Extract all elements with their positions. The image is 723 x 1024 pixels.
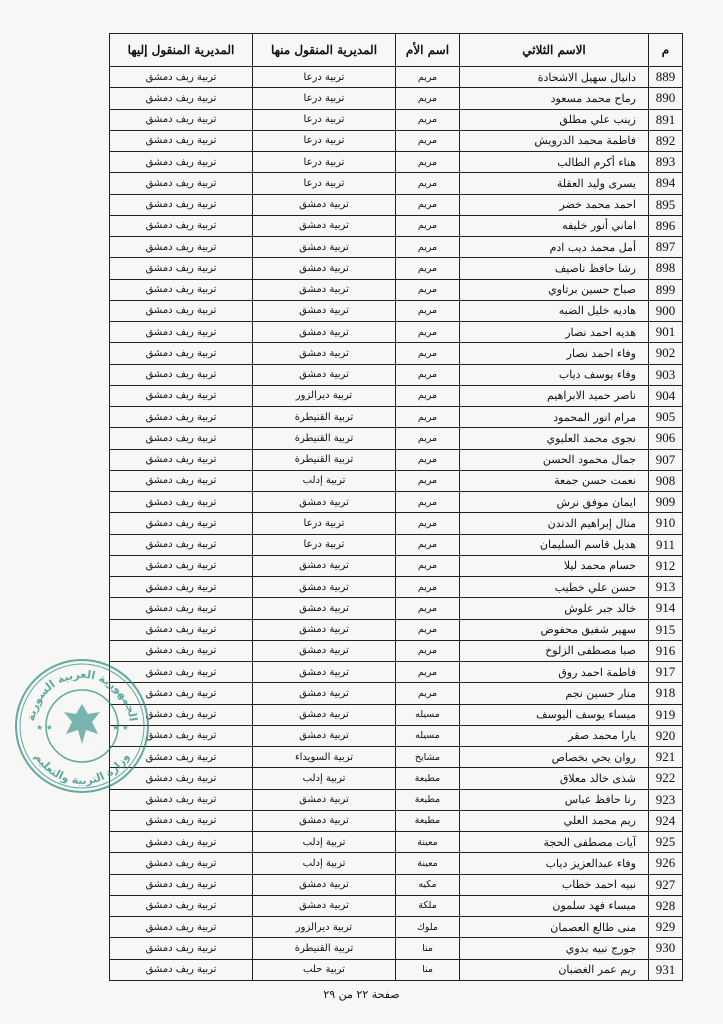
row-to-directorate: تربية ريف دمشق — [110, 662, 253, 683]
row-mother-name: مريم — [396, 577, 460, 598]
row-mother-name: مريم — [396, 130, 460, 151]
table-row — [110, 449, 683, 470]
row-number: 931 — [649, 959, 683, 980]
row-mother-name: مريم — [396, 619, 460, 640]
row-to-directorate: تربية ريف دمشق — [110, 683, 253, 704]
row-to-directorate: تربية ريف دمشق — [110, 194, 253, 215]
transfer-table — [109, 33, 683, 981]
row-number: 914 — [649, 598, 683, 619]
row-to-directorate: تربية ريف دمشق — [110, 534, 253, 555]
row-from-directorate: تربية دمشق — [253, 619, 396, 640]
row-to-directorate: تربية ريف دمشق — [110, 130, 253, 151]
row-number: 906 — [649, 428, 683, 449]
header-mother-name: اسم الأم — [396, 34, 460, 67]
table-row — [110, 534, 683, 555]
row-from-directorate: تربية دمشق — [253, 555, 396, 576]
row-from-directorate: تربية دمشق — [253, 215, 396, 236]
row-to-directorate: تربية ريف دمشق — [110, 598, 253, 619]
row-number: 904 — [649, 385, 683, 406]
table-row — [110, 853, 683, 874]
row-number: 923 — [649, 789, 683, 810]
table-row — [110, 874, 683, 895]
row-full-name: وفاء احمد نصار — [460, 343, 649, 364]
row-to-directorate: تربية ريف دمشق — [110, 407, 253, 428]
row-mother-name: مسيله — [396, 725, 460, 746]
row-mother-name: مريم — [396, 258, 460, 279]
row-full-name: منى طالع العصمان — [460, 917, 649, 938]
row-to-directorate: تربية ريف دمشق — [110, 428, 253, 449]
row-to-directorate: تربية ريف دمشق — [110, 237, 253, 258]
row-full-name: رنا حافظ عباس — [460, 789, 649, 810]
table-row — [110, 492, 683, 513]
row-from-directorate: تربية إدلب — [253, 853, 396, 874]
table-row — [110, 258, 683, 279]
row-number: 919 — [649, 704, 683, 725]
row-mother-name: مريم — [396, 173, 460, 194]
row-from-directorate: تربية دمشق — [253, 598, 396, 619]
row-full-name: ميساء فهد سلمون — [460, 895, 649, 916]
row-full-name: يسرى وليد العقلة — [460, 173, 649, 194]
row-from-directorate: تربية دمشق — [253, 492, 396, 513]
row-mother-name: مريم — [396, 343, 460, 364]
row-full-name: نعمت حسن جمعة — [460, 470, 649, 491]
row-from-directorate: تربية درعا — [253, 67, 396, 88]
table-row — [110, 619, 683, 640]
row-number: 920 — [649, 725, 683, 746]
row-full-name: اماني أنور خليفه — [460, 215, 649, 236]
row-number: 902 — [649, 343, 683, 364]
row-mother-name: مريم — [396, 640, 460, 661]
table-row — [110, 768, 683, 789]
row-number: 921 — [649, 747, 683, 768]
row-to-directorate: تربية ريف دمشق — [110, 322, 253, 343]
table-row — [110, 322, 683, 343]
row-number: 913 — [649, 577, 683, 598]
row-full-name: ايمان موفق نرش — [460, 492, 649, 513]
row-to-directorate: تربية ريف دمشق — [110, 258, 253, 279]
row-from-directorate: تربية حلب — [253, 959, 396, 980]
table-row — [110, 832, 683, 853]
ministry-seal-icon — [12, 656, 152, 796]
row-full-name: صباح حسين برتاوي — [460, 279, 649, 300]
row-from-directorate: تربية دمشق — [253, 683, 396, 704]
row-from-directorate: تربية دمشق — [253, 640, 396, 661]
row-to-directorate: تربية ريف دمشق — [110, 152, 253, 173]
row-number: 926 — [649, 853, 683, 874]
row-from-directorate: تربية دمشق — [253, 725, 396, 746]
row-mother-name: مريم — [396, 683, 460, 704]
row-from-directorate: تربية دمشق — [253, 810, 396, 831]
table-row — [110, 938, 683, 959]
table-row — [110, 215, 683, 236]
row-number: 924 — [649, 810, 683, 831]
header-number: م — [649, 34, 683, 67]
row-full-name: هديل قاسم السليمان — [460, 534, 649, 555]
row-full-name: سهير شفيق محفوض — [460, 619, 649, 640]
row-number: 917 — [649, 662, 683, 683]
row-full-name: جمال محمود الحسن — [460, 449, 649, 470]
row-number: 890 — [649, 88, 683, 109]
row-to-directorate: تربية ريف دمشق — [110, 470, 253, 491]
row-full-name: احمد محمد خضر — [460, 194, 649, 215]
row-from-directorate: تربية درعا — [253, 173, 396, 194]
row-mother-name: مريم — [396, 449, 460, 470]
row-to-directorate: تربية ريف دمشق — [110, 577, 253, 598]
row-mother-name: مريم — [396, 407, 460, 428]
table-row — [110, 470, 683, 491]
row-mother-name: مريم — [396, 534, 460, 555]
row-number: 915 — [649, 619, 683, 640]
row-to-directorate: تربية ريف دمشق — [110, 215, 253, 236]
row-full-name: نجوى محمد العليوي — [460, 428, 649, 449]
table-row — [110, 640, 683, 661]
row-to-directorate: تربية ريف دمشق — [110, 810, 253, 831]
row-to-directorate: تربية ريف دمشق — [110, 917, 253, 938]
row-number: 927 — [649, 874, 683, 895]
row-full-name: وفاء عبدالعزيز دياب — [460, 853, 649, 874]
row-mother-name: مريم — [396, 555, 460, 576]
row-full-name: يارا محمد صقر — [460, 725, 649, 746]
row-to-directorate: تربية ريف دمشق — [110, 555, 253, 576]
table-row — [110, 300, 683, 321]
row-mother-name: مريم — [396, 279, 460, 300]
row-from-directorate: تربية القنيطرة — [253, 407, 396, 428]
row-from-directorate: تربية دمشق — [253, 343, 396, 364]
row-full-name: حسام محمد ليلا — [460, 555, 649, 576]
row-full-name: ميساء يوسف اليوسف — [460, 704, 649, 725]
row-full-name: آيات مصطفى الحجة — [460, 832, 649, 853]
row-to-directorate: تربية ريف دمشق — [110, 959, 253, 980]
row-mother-name: مريم — [396, 598, 460, 619]
row-number: 899 — [649, 279, 683, 300]
row-mother-name: مطيعة — [396, 768, 460, 789]
row-mother-name: مريم — [396, 300, 460, 321]
row-to-directorate: تربية ريف دمشق — [110, 895, 253, 916]
row-from-directorate: تربية القنيطرة — [253, 449, 396, 470]
row-mother-name: منا — [396, 938, 460, 959]
table-row — [110, 662, 683, 683]
table-body — [110, 67, 683, 981]
row-number: 928 — [649, 895, 683, 916]
row-number: 907 — [649, 449, 683, 470]
row-full-name: ريم عمر الغضبان — [460, 959, 649, 980]
row-to-directorate: تربية ريف دمشق — [110, 853, 253, 874]
row-number: 925 — [649, 832, 683, 853]
row-from-directorate: تربية إدلب — [253, 768, 396, 789]
row-to-directorate: تربية ريف دمشق — [110, 343, 253, 364]
row-full-name: حسن علي خطيب — [460, 577, 649, 598]
table-row — [110, 725, 683, 746]
table-row — [110, 173, 683, 194]
table-row — [110, 194, 683, 215]
table-row — [110, 364, 683, 385]
row-to-directorate: تربية ريف دمشق — [110, 300, 253, 321]
row-to-directorate: تربية ريف دمشق — [110, 449, 253, 470]
table-row — [110, 747, 683, 768]
row-mother-name: معينة — [396, 832, 460, 853]
row-full-name: فاطمة محمد الدرويش — [460, 130, 649, 151]
row-number: 892 — [649, 130, 683, 151]
table-row — [110, 513, 683, 534]
table-row — [110, 917, 683, 938]
row-from-directorate: تربية درعا — [253, 513, 396, 534]
svg-text:★ ★: ★ ★ — [36, 723, 53, 732]
row-mother-name: منا — [396, 959, 460, 980]
row-from-directorate: تربية ديرالزور — [253, 385, 396, 406]
row-from-directorate: تربية دمشق — [253, 194, 396, 215]
row-mother-name: مريم — [396, 109, 460, 130]
row-mother-name: مريم — [396, 470, 460, 491]
row-full-name: شذى خالد معلاق — [460, 768, 649, 789]
table-row — [110, 67, 683, 88]
row-from-directorate: تربية السويداء — [253, 747, 396, 768]
row-from-directorate: تربية درعا — [253, 88, 396, 109]
row-full-name: منار حسين نجم — [460, 683, 649, 704]
row-to-directorate: تربية ريف دمشق — [110, 640, 253, 661]
row-number: 908 — [649, 470, 683, 491]
page-number: صفحة ٢٢ من ٢٩ — [323, 988, 400, 1001]
table-row — [110, 810, 683, 831]
table-row — [110, 895, 683, 916]
row-to-directorate: تربية ريف دمشق — [110, 173, 253, 194]
row-full-name: هناء أكرم الطالب — [460, 152, 649, 173]
row-to-directorate: تربية ريف دمشق — [110, 88, 253, 109]
row-from-directorate: تربية دمشق — [253, 300, 396, 321]
row-full-name: هاديه خليل الضبه — [460, 300, 649, 321]
header-from-directorate: المديرية المنقول منها — [253, 34, 396, 67]
row-to-directorate: تربية ريف دمشق — [110, 768, 253, 789]
row-mother-name: معينة — [396, 853, 460, 874]
row-full-name: نبيه احمد خطاب — [460, 874, 649, 895]
row-from-directorate: تربية دمشق — [253, 322, 396, 343]
svg-text:الجمهورية العربية السورية: الجمهورية العربية السورية — [24, 667, 140, 723]
row-number: 905 — [649, 407, 683, 428]
row-number: 903 — [649, 364, 683, 385]
row-full-name: صبا مصطفى الزلوخ — [460, 640, 649, 661]
row-mother-name: مريم — [396, 364, 460, 385]
row-full-name: رماح محمد مسعود — [460, 88, 649, 109]
row-full-name: دانيال سهيل الاشحادة — [460, 67, 649, 88]
row-from-directorate: تربية درعا — [253, 152, 396, 173]
row-number: 896 — [649, 215, 683, 236]
row-mother-name: مريم — [396, 215, 460, 236]
row-from-directorate: تربية دمشق — [253, 279, 396, 300]
table-row — [110, 88, 683, 109]
row-full-name: خالد جبر علوش — [460, 598, 649, 619]
svg-text:وزارة التربية والتعليم: وزارة التربية والتعليم — [32, 750, 132, 788]
table-row — [110, 152, 683, 173]
row-number: 894 — [649, 173, 683, 194]
row-number: 929 — [649, 917, 683, 938]
row-from-directorate: تربية درعا — [253, 130, 396, 151]
row-number: 909 — [649, 492, 683, 513]
row-mother-name: مريم — [396, 322, 460, 343]
row-number: 922 — [649, 768, 683, 789]
row-full-name: وفاء يوسف دياب — [460, 364, 649, 385]
row-full-name: أمل محمد ديب ادم — [460, 237, 649, 258]
table-row — [110, 598, 683, 619]
row-mother-name: مريم — [396, 237, 460, 258]
row-to-directorate: تربية ريف دمشق — [110, 704, 253, 725]
row-to-directorate: تربية ريف دمشق — [110, 67, 253, 88]
table-row — [110, 407, 683, 428]
row-to-directorate: تربية ريف دمشق — [110, 874, 253, 895]
row-number: 893 — [649, 152, 683, 173]
row-mother-name: مسيله — [396, 704, 460, 725]
row-from-directorate: تربية دمشق — [253, 364, 396, 385]
row-from-directorate: تربية دمشق — [253, 704, 396, 725]
row-to-directorate: تربية ريف دمشق — [110, 492, 253, 513]
table-row — [110, 704, 683, 725]
row-to-directorate: تربية ريف دمشق — [110, 747, 253, 768]
row-from-directorate: تربية دمشق — [253, 874, 396, 895]
row-from-directorate: تربية القنيطرة — [253, 938, 396, 959]
row-from-directorate: تربية إدلب — [253, 832, 396, 853]
row-from-directorate: تربية دمشق — [253, 258, 396, 279]
row-number: 918 — [649, 683, 683, 704]
row-full-name: منال إبراهيم الدندن — [460, 513, 649, 534]
row-from-directorate: تربية دمشق — [253, 662, 396, 683]
table-row — [110, 237, 683, 258]
row-mother-name: مريم — [396, 152, 460, 173]
table-row — [110, 683, 683, 704]
row-number: 891 — [649, 109, 683, 130]
table-row — [110, 428, 683, 449]
row-number: 889 — [649, 67, 683, 88]
row-to-directorate: تربية ريف دمشق — [110, 725, 253, 746]
table-row — [110, 555, 683, 576]
row-from-directorate: تربية دمشق — [253, 237, 396, 258]
row-from-directorate: تربية دمشق — [253, 895, 396, 916]
row-to-directorate: تربية ريف دمشق — [110, 109, 253, 130]
row-mother-name: مريم — [396, 88, 460, 109]
table-row — [110, 959, 683, 980]
row-to-directorate: تربية ريف دمشق — [110, 513, 253, 534]
row-number: 901 — [649, 322, 683, 343]
row-number: 895 — [649, 194, 683, 215]
row-full-name: ناصر حميد الابراهيم — [460, 385, 649, 406]
row-full-name: زينب علي مطلق — [460, 109, 649, 130]
row-number: 897 — [649, 237, 683, 258]
table-row — [110, 279, 683, 300]
row-mother-name: مشايخ — [396, 747, 460, 768]
row-number: 900 — [649, 300, 683, 321]
row-to-directorate: تربية ريف دمشق — [110, 789, 253, 810]
row-number: 930 — [649, 938, 683, 959]
table-row — [110, 577, 683, 598]
row-to-directorate: تربية ريف دمشق — [110, 832, 253, 853]
row-full-name: مرام انور المحمود — [460, 407, 649, 428]
table-row — [110, 109, 683, 130]
row-mother-name: مريم — [396, 385, 460, 406]
row-from-directorate: تربية القنيطرة — [253, 428, 396, 449]
row-mother-name: مريم — [396, 513, 460, 534]
row-full-name: هديه احمد نصار — [460, 322, 649, 343]
row-mother-name: ملكة — [396, 895, 460, 916]
row-mother-name: مطيعة — [396, 810, 460, 831]
table-row — [110, 385, 683, 406]
row-to-directorate: تربية ريف دمشق — [110, 364, 253, 385]
row-to-directorate: تربية ريف دمشق — [110, 619, 253, 640]
header-to-directorate: المديرية المنقول إليها — [110, 34, 253, 67]
row-mother-name: مريم — [396, 67, 460, 88]
table-row — [110, 789, 683, 810]
row-mother-name: مريم — [396, 428, 460, 449]
row-mother-name: مريم — [396, 662, 460, 683]
row-from-directorate: تربية درعا — [253, 534, 396, 555]
row-mother-name: مطيعة — [396, 789, 460, 810]
row-from-directorate: تربية إدلب — [253, 470, 396, 491]
row-number: 916 — [649, 640, 683, 661]
row-from-directorate: تربية دمشق — [253, 789, 396, 810]
row-full-name: فاطمة احمد روق — [460, 662, 649, 683]
table-row — [110, 343, 683, 364]
row-full-name: جورج نبيه بدوي — [460, 938, 649, 959]
row-number: 912 — [649, 555, 683, 576]
row-mother-name: ملوك — [396, 917, 460, 938]
row-full-name: ريم محمد العلي — [460, 810, 649, 831]
row-number: 910 — [649, 513, 683, 534]
row-to-directorate: تربية ريف دمشق — [110, 385, 253, 406]
table-row — [110, 130, 683, 151]
table-header — [110, 34, 683, 67]
row-full-name: روان يحي بخصاص — [460, 747, 649, 768]
row-to-directorate: تربية ريف دمشق — [110, 938, 253, 959]
row-mother-name: مريم — [396, 492, 460, 513]
row-from-directorate: تربية دمشق — [253, 577, 396, 598]
row-from-directorate: تربية درعا — [253, 109, 396, 130]
row-to-directorate: تربية ريف دمشق — [110, 279, 253, 300]
row-mother-name: مريم — [396, 194, 460, 215]
row-from-directorate: تربية ديرالزور — [253, 917, 396, 938]
row-mother-name: مكيه — [396, 874, 460, 895]
header-full-name: الاسم الثلاثي — [460, 34, 649, 67]
row-number: 911 — [649, 534, 683, 555]
row-full-name: رشا حافظ ناصيف — [460, 258, 649, 279]
svg-text:★ ★: ★ ★ — [112, 723, 129, 732]
row-number: 898 — [649, 258, 683, 279]
